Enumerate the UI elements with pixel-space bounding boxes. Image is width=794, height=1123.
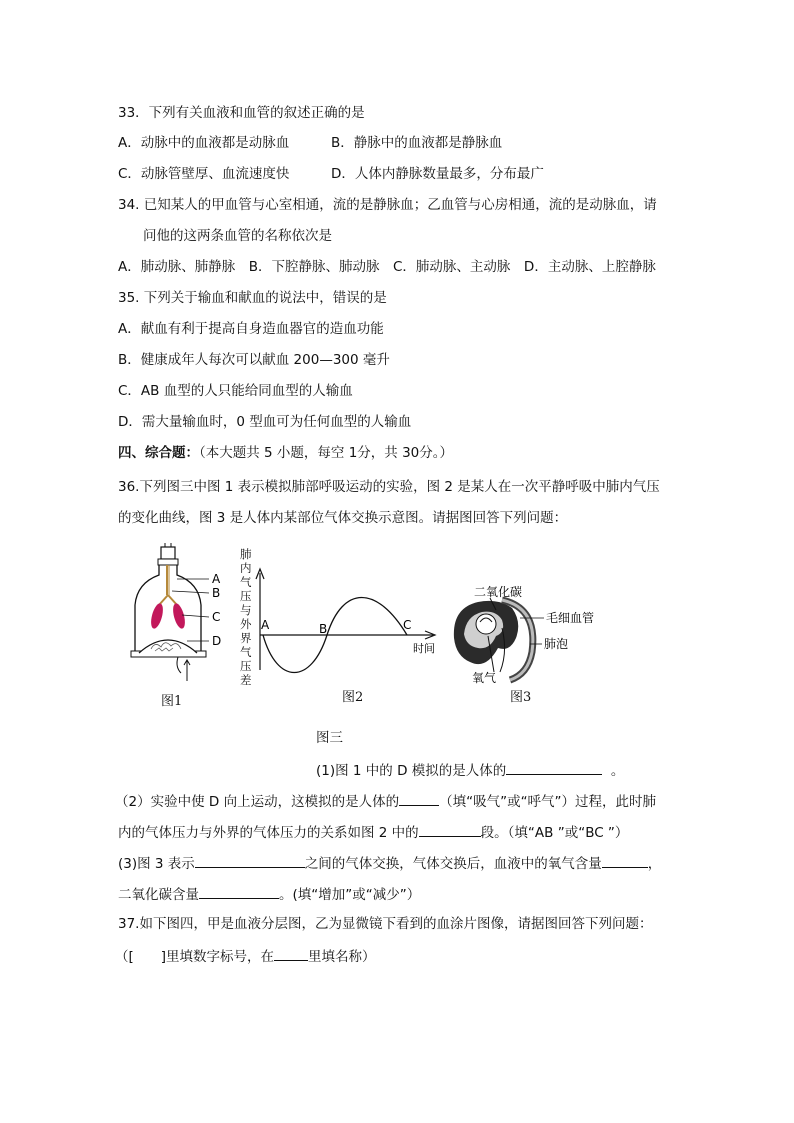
fig3-label-alveolus: 肺泡 xyxy=(544,637,569,651)
q36-sub2-p1: （2）实验中使 D 向上运动，这模拟的是人体的 xyxy=(115,794,400,810)
q35-option-c: C．AB 血型的人只能给同血型的人输血 xyxy=(118,383,353,399)
fig1-label-c: C xyxy=(212,610,221,624)
q36-sub2-p2: （填“吸气”或“呼气”）过程，此时肺 xyxy=(439,794,657,810)
fig1-label-a: A xyxy=(212,572,221,586)
q36-sub3-p5: 。(填“增加”或“减少”） xyxy=(279,887,421,903)
q36-sub3-blank2[interactable] xyxy=(602,853,648,868)
section-heading xyxy=(118,444,453,462)
q37-hint-p1: （[ ]里填数字标号，在 xyxy=(115,949,275,965)
figure-3-gas-exchange xyxy=(450,578,630,688)
figure-1-bell-jar xyxy=(125,543,235,693)
q36-sub3-p1: (3)图 3 表示 xyxy=(118,856,195,872)
q36-sub3-blank1[interactable] xyxy=(195,853,305,868)
q34-stem-line1: 34. 已知某人的甲血管与心室相通，流的是静脉血；乙血管与心房相通，流的是动脉血，请 xyxy=(118,197,657,213)
q37-hint-p2: 里填名称） xyxy=(308,949,376,965)
q36-stem-line1: 36.下列图三中图 1 表示模拟肺部呼吸运动的实验，图 2 是某人在一次平静呼吸中肺内气压 xyxy=(118,479,660,495)
fig2-caption: 图2 xyxy=(342,690,364,705)
fig1-label-b: B xyxy=(212,586,221,600)
q36-sub1-text: (1)图 1 中的 D 模拟的是人体的 xyxy=(316,763,507,779)
q36-sub3-line2 xyxy=(118,884,420,904)
q37-hint-blank xyxy=(274,946,308,961)
q36-sub1 xyxy=(316,760,624,780)
q36-stem-line2: 的变化曲线，图 3 是人体内某部位气体交换示意图。请据图回答下列问题： xyxy=(118,510,568,526)
fig2-point-a: A xyxy=(261,618,270,632)
fig2-xlabel: 时间 xyxy=(413,642,435,655)
q36-sub2-blank1[interactable] xyxy=(399,791,439,806)
q33-option-b: B．静脉中的血液都是静脉血 xyxy=(331,135,503,151)
q34-options: A．肺动脉、肺静脉 B．下腔静脉、肺动脉 C．肺动脉、主动脉 D．主动脉、上腔静脉 xyxy=(118,259,656,275)
q36-sub1-end: 。 xyxy=(610,763,625,779)
fig1-label-d: D xyxy=(212,634,222,648)
q36-sub2-line2 xyxy=(118,822,628,842)
section-title: 四、综合题： xyxy=(118,445,199,461)
q37-stem: 37.如下图四，甲是血液分层图，乙为显微镜下看到的血涂片图像，请据图回答下列问题： xyxy=(118,916,653,932)
q33-stem: 33．下列有关血液和血管的叙述正确的是 xyxy=(118,105,365,121)
q34-stem-line2: 问他的这两条血管的名称依次是 xyxy=(143,228,332,244)
q36-sub2-p4: 段。（填“AB ”或“BC ”） xyxy=(480,825,629,841)
fig1-caption: 图1 xyxy=(161,694,183,709)
q33-option-a: A．动脉中的血液都是动脉血 xyxy=(118,135,290,151)
q35-stem: 35. 下列关于输血和献血的说法中，错误的是 xyxy=(118,290,387,306)
fig3-label-oxygen: 氧气 xyxy=(472,671,497,685)
fig2-ylabel: 肺内气压与外界气压差 xyxy=(240,547,252,687)
q37-hint xyxy=(115,946,376,966)
q35-option-b: B．健康成年人每次可以献血 200—300 毫升 xyxy=(118,352,390,368)
q36-sub3-line1 xyxy=(118,853,661,873)
q33-option-d: D．人体内静脉数量最多，分布最广 xyxy=(331,166,544,182)
q36-sub1-blank[interactable] xyxy=(506,760,602,775)
q33-option-c: C．动脉管壁厚、血流速度快 xyxy=(118,166,290,182)
fig2-point-b: B xyxy=(319,622,328,636)
q36-sub3-blank3[interactable] xyxy=(199,884,279,899)
fig3-caption: 图3 xyxy=(510,690,532,705)
fig3-label-co2: 二氧化碳 xyxy=(474,585,523,599)
q36-sub3-p4: 二氧化碳含量 xyxy=(118,887,199,903)
q35-option-d: D．需大量输血时，0 型血可为任何血型的人输血 xyxy=(118,414,412,430)
fig2-point-c: C xyxy=(403,618,412,632)
q35-option-a: A．献血有利于提高自身造血器官的造血功能 xyxy=(118,321,384,337)
figure-group-title: 图三 xyxy=(316,730,343,746)
section-note: （本大题共 5 小题，每空 1分，共 30分。） xyxy=(199,445,454,461)
q36-sub3-p3: ， xyxy=(647,856,662,872)
fig3-label-capillary: 毛细血管 xyxy=(546,611,595,625)
q36-sub3-p2: 之间的气体交换，气体交换后，血液中的氧气含量 xyxy=(304,856,602,872)
q36-sub2-line1 xyxy=(115,791,656,811)
q36-sub2-p3: 内的气体压力与外界的气体压力的关系如图 2 中的 xyxy=(118,825,419,841)
q36-sub2-blank2[interactable] xyxy=(419,822,481,837)
figure-2-pressure-curve xyxy=(255,565,445,675)
